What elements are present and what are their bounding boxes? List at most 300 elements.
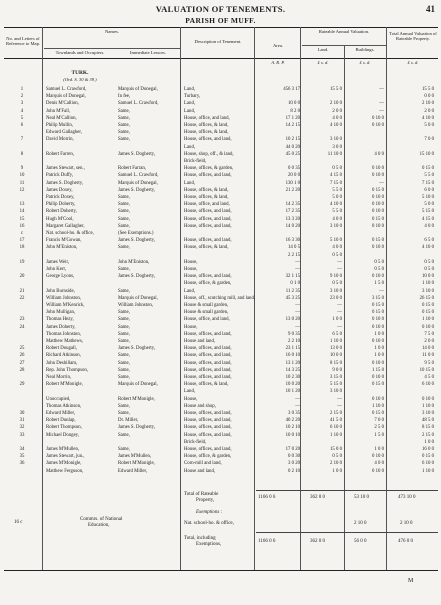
description-cell: House, offices, & garden, — [184, 166, 234, 172]
rateable-sub-rule — [302, 45, 386, 46]
table-row — [4, 244, 438, 251]
buildings-value-cell: 0 10 0 — [372, 339, 384, 344]
ref-cell: 17 — [19, 238, 25, 244]
lessor-cell: Same, — [118, 353, 130, 359]
occupier-cell: Nat. school-ho. & office, — [46, 231, 94, 236]
buildings-value-cell: 1 10 0 — [372, 403, 384, 409]
total-value-cell: 1 10 0 — [422, 403, 434, 409]
land-value-cell: 11 10 0 — [327, 151, 342, 157]
total-value-cell: 0 0 0 — [424, 94, 434, 100]
area-cell: 17 2 35 — [285, 209, 300, 215]
occupier-cell: Robert Thompson, — [46, 425, 82, 431]
description-cell: House, off., scutching mill, and land, — [184, 295, 256, 301]
land-value-cell: 23 0 0 — [330, 295, 342, 301]
occupier-cell: John Kerr, — [46, 267, 67, 272]
occupier-cell: John Mulligan, — [46, 310, 76, 316]
land-value-cell: 0 5 0 — [332, 454, 342, 460]
ref-cell: 13 — [19, 202, 25, 208]
lessor-cell: James M'Mullen, — [118, 454, 152, 460]
total-value-cell: 0 5 0 — [424, 259, 434, 265]
table-row — [4, 439, 438, 446]
land-value-cell: 0 5 0 — [332, 281, 342, 287]
table-row — [4, 172, 438, 179]
buildings-value-cell: 3 15 0 — [372, 295, 384, 301]
table-row — [4, 252, 438, 259]
lessor-cell: Same, — [118, 137, 130, 143]
land-value-cell: 2 10 0 — [330, 461, 342, 467]
area-cell: 21 2 20 — [285, 187, 300, 193]
table-row — [4, 316, 438, 323]
lessor-cell: Robert M'Monigle, — [118, 396, 155, 402]
description-cell: House, offices, and land, — [184, 447, 232, 452]
description-cell: House, — [184, 259, 198, 265]
table-row — [4, 223, 438, 230]
total-value-cell: 10 15 0 — [419, 367, 434, 373]
land-value-cell: — — [337, 303, 342, 308]
occupier-cell: Hugh M'Cool, — [46, 216, 74, 222]
area-cell: 45 0 25 — [285, 151, 300, 157]
ref-cell: 28 — [19, 367, 25, 373]
description-cell: House, offices, & land, — [184, 130, 229, 136]
ref-cell: 8 — [20, 151, 24, 157]
ref-cell: 34 — [19, 447, 25, 452]
col-lessors-header: Immediate Lessors. — [130, 50, 166, 55]
grand-total-land: 362 0 0 — [310, 539, 325, 544]
total-value-cell: 5 15 0 — [422, 209, 434, 215]
ref-cell: 24 — [19, 324, 25, 330]
area-cell: — — [295, 396, 300, 402]
description-cell: House, offices, and land, — [184, 238, 232, 244]
total-value-cell: 14 0 0 — [422, 346, 434, 352]
occupier-cell: Francis M'Gowan, — [46, 238, 82, 244]
land-value-cell: 5 15 0 — [330, 382, 342, 388]
table-row — [4, 309, 438, 316]
lessor-cell: Same, — [118, 130, 130, 136]
total-value-cell: 0 15 0 — [422, 166, 434, 172]
area-cell: 10 0 10 — [285, 432, 300, 438]
total-value-cell: 15 10 0 — [419, 151, 434, 157]
exemption-occupier-2: Education, — [88, 523, 110, 528]
land-value-cell: 2 15 0 — [330, 411, 342, 416]
occupier-cell: Samuel L. Crawford, — [46, 87, 87, 92]
lessor-cell: Marquis of Donegal, — [118, 180, 158, 186]
land-value-cell: 4 10 0 — [330, 123, 342, 128]
description-cell: House, office, and land, — [184, 317, 230, 323]
lessor-cell: James S. Dogherty, — [118, 238, 155, 244]
land-value-cell: 3 15 0 — [330, 375, 342, 380]
occupier-cell: James Stewart, sen., — [46, 166, 85, 172]
exemption-description: Nat. school-ho. & office, — [184, 521, 234, 526]
lessor-cell: Same, — [118, 310, 130, 316]
lessor-cell: Same, — [118, 432, 130, 438]
land-value-cell: 7 15 0 — [330, 180, 342, 186]
area-cell: 32 1 15 — [285, 274, 300, 280]
total-value-cell: 2 0 0 — [424, 339, 434, 344]
land-value-cell: 9 10 0 — [330, 274, 342, 280]
area-cell: 45 3 25 — [285, 295, 300, 301]
ref-cell: 32 — [19, 425, 25, 431]
land-value-cell: 3 10 0 — [330, 137, 342, 143]
buildings-value-cell: — — [379, 108, 384, 114]
occupier-cell: Robert Doherty, — [46, 209, 77, 215]
buildings-value-cell: 0 10 0 — [372, 223, 384, 229]
table-row — [4, 266, 438, 273]
area-cell: 23 1 15 — [285, 346, 300, 352]
ref-cell: 19 — [19, 259, 25, 265]
lessor-cell: Same, — [118, 288, 130, 294]
occupier-cell: James Weir, — [46, 259, 70, 265]
page-number: 41 — [426, 4, 435, 14]
table-row — [4, 100, 438, 107]
description-cell: House, — [184, 324, 198, 330]
buildings-value-cell: 0 10 0 — [372, 209, 384, 215]
lessor-cell: Same, — [118, 267, 130, 272]
col-area-header: Area. — [272, 43, 284, 48]
total-value-cell: 2 0 0 — [424, 108, 434, 114]
area-cell: 10 2 30 — [285, 375, 300, 380]
table-row — [4, 417, 438, 424]
description-cell: Land, — [184, 87, 196, 92]
land-units: £ s. d. — [317, 60, 329, 65]
occupier-cell: James Doxey, — [46, 187, 73, 193]
buildings-value-cell: 0 10 0 — [372, 166, 384, 172]
total-buildings: 53 10 0 — [354, 495, 369, 500]
total-value-cell: 1 0 0 — [424, 439, 434, 445]
total-value-cell: 5 10 0 — [422, 195, 434, 200]
land-value-cell: 0 5 0 — [332, 252, 342, 258]
area-cell: 40 2 20 — [285, 418, 300, 424]
table-row — [4, 273, 438, 280]
description-cell: House, offices, and land, — [184, 353, 232, 359]
area-cell: — — [295, 267, 300, 272]
area-cell: 130 1 0 — [285, 180, 300, 186]
area-cell: 13 3 20 — [285, 216, 300, 222]
table-row — [4, 381, 438, 388]
lessor-cell: Same, — [118, 339, 130, 344]
occupier-cell: Rep. John Thompson, — [46, 367, 89, 373]
description-cell: House, offices, and land, — [184, 418, 232, 424]
total-value-cell: 15 5 0 — [422, 87, 434, 92]
ref-cell: 25 — [19, 346, 25, 352]
buildings-value-cell: 0 10 0 — [372, 454, 384, 460]
occupier-cell: Thomas Atkinson, — [46, 403, 82, 409]
buildings-value-cell: 0 10 0 — [372, 396, 384, 402]
description-cell: House & small garden, — [184, 303, 229, 308]
lessor-cell: James S. Dogherty, — [118, 346, 155, 352]
total-value-cell: 7 5 0 — [424, 331, 434, 337]
table-row — [4, 424, 438, 431]
land-value-cell: — — [337, 324, 342, 330]
table-row — [4, 396, 438, 403]
occupier-cell: Edward Gallagher, — [46, 130, 83, 136]
table-row — [4, 432, 438, 439]
ref-cell: 29 — [19, 382, 25, 388]
ref-cell: 5 — [20, 115, 24, 121]
buildings-value-cell: 1 5 0 — [374, 281, 384, 287]
total-value-cell: 6 5 0 — [424, 238, 434, 244]
ordnance-sheet: (Ord. S. 30 & 39.) — [63, 77, 97, 82]
area-cell: 0 2 10 — [288, 468, 300, 474]
total-value-cell: 1 10 0 — [422, 281, 434, 287]
area-cell: 13 0 20 — [285, 317, 300, 323]
ref-cell: 9 — [20, 166, 24, 172]
description-cell: House, shop, off., & land, — [184, 151, 234, 157]
total-value-cell: 4 10 0 — [422, 115, 434, 121]
description-cell: House, offices, & land, — [184, 187, 229, 193]
land-value-cell: 8 15 0 — [330, 360, 342, 366]
table-row — [4, 403, 438, 410]
lessor-cell: Robert Farran, — [118, 166, 146, 172]
area-cell: 2 2 15 — [288, 252, 300, 258]
area-cell: 17 0 20 — [285, 447, 300, 452]
footer-rule — [4, 570, 438, 571]
occupier-cell: Marquis of Donegal, — [46, 94, 86, 100]
lessor-cell: Edward Miller, — [118, 468, 148, 474]
buildings-value-cell: — — [379, 288, 384, 294]
table-row — [4, 86, 438, 93]
area-cell: 0 1 0 — [290, 281, 300, 287]
occupier-cell: Denis M'Callion, — [46, 101, 79, 107]
land-value-cell: 5 0 0 — [332, 195, 342, 200]
table-row — [4, 259, 438, 266]
table-row — [4, 180, 438, 187]
description-cell: Corn-mill and land, — [184, 461, 222, 467]
occupier-cell: Margaret Gallagher, — [46, 223, 85, 229]
description-cell: House, offices, and land, — [184, 209, 232, 215]
ref-cell: 14 — [19, 209, 25, 215]
land-value-cell: 15 5 0 — [330, 87, 342, 92]
description-cell: Land, — [184, 101, 196, 107]
buildings-value-cell: 0 5 0 — [374, 259, 384, 265]
area-cell: 16 3 30 — [285, 238, 300, 244]
table-row — [4, 460, 438, 467]
lessor-cell: Robert M'Monigle, — [118, 461, 155, 467]
lessor-cell: Same, — [118, 375, 130, 380]
lessor-cell: In fee, — [118, 94, 131, 100]
area-cell: — — [295, 303, 300, 308]
total-value-cell: 0 15 0 — [422, 310, 434, 316]
description-cell: House, offices, and land, — [184, 173, 232, 179]
occupier-cell: Michael Dougey, — [46, 432, 79, 438]
lessor-cell: Same, — [118, 317, 130, 323]
table-row — [4, 208, 438, 215]
area-cell: 0 0 35 — [288, 166, 300, 172]
buildings-value-cell: 0 10 0 — [372, 202, 384, 208]
parish-title: PARISH OF MUFF. — [185, 16, 256, 25]
total-value-cell: 0 15 0 — [422, 454, 434, 460]
total-value-cell: 7 0 0 — [424, 137, 434, 143]
buildings-value-cell: 0 10 0 — [372, 468, 384, 474]
table-row — [4, 352, 438, 359]
area-cell: 0 0 30 — [288, 454, 300, 460]
area-cell: 11 2 35 — [285, 288, 300, 294]
table-row — [4, 93, 438, 100]
area-cell: — — [295, 310, 300, 316]
total-value-cell: 1 10 0 — [422, 468, 434, 474]
description-cell: House, office, & garden, — [184, 454, 232, 460]
buildings-value-cell: 0 10 0 — [372, 195, 384, 200]
total-value-cell: 9 5 0 — [424, 360, 434, 366]
lessor-cell: Same, — [118, 202, 130, 208]
occupier-cell: Richard Atkinson, — [46, 353, 81, 359]
table-row — [4, 115, 438, 122]
signature-mark: M — [408, 578, 414, 584]
occupier-cell: John M'Eniston, — [46, 245, 78, 251]
occupier-cell: Patrick Duffy, — [46, 173, 74, 179]
area-cell: 14 0 20 — [285, 223, 300, 229]
description-cell: House, offices, and land, — [184, 360, 232, 366]
ref-cell: 21 — [19, 288, 25, 294]
lessor-cell: William Johnston, — [118, 303, 153, 308]
ref-cell: c — [20, 231, 24, 236]
area-units: A. R. P. — [271, 60, 285, 65]
lessor-cell: Samuel L. Crawford, — [118, 101, 159, 107]
buildings-value-cell: 1 0 0 — [374, 346, 384, 352]
occupier-cell: Matthew Mathews, — [46, 339, 84, 344]
ref-cell: 15 — [19, 216, 25, 222]
area-cell: — — [295, 324, 300, 330]
buildings-value-cell: 0 10 0 — [372, 317, 384, 323]
description-cell: House, — [184, 396, 198, 402]
table-row — [4, 280, 438, 287]
ref-cell: 2 — [20, 94, 24, 100]
table-row — [4, 144, 438, 151]
description-cell: House, offices, and land, — [184, 274, 232, 280]
description-cell: Brick-field, — [184, 439, 207, 445]
total-rateable-label-2: Property, — [196, 498, 215, 503]
ref-cell: 23 — [19, 317, 25, 323]
occupier-cell: James M'Mullen, — [46, 447, 80, 452]
area-cell: — — [295, 403, 300, 409]
area-cell: 10 0 20 — [285, 382, 300, 388]
occupier-cell: Robert Dougall, — [46, 346, 77, 352]
lessor-cell: Same, — [118, 123, 130, 128]
area-cell: 10 1 20 — [285, 389, 300, 395]
lessor-cell: Same, — [118, 367, 130, 373]
table-row — [4, 288, 438, 295]
lessor-cell: Marquis of Donegal, — [118, 295, 158, 301]
description-cell: Turbary, — [184, 94, 201, 100]
page-title: VALUATION OF TENEMENTS. — [155, 4, 286, 14]
description-cell: Land, — [184, 180, 196, 186]
total-value-cell: 6 10 0 — [422, 382, 434, 388]
land-value-cell: 13 0 0 — [330, 346, 342, 352]
table-row — [4, 237, 438, 244]
occupier-cell: Robert Farren, — [46, 151, 74, 157]
description-cell: House, offices, and land, — [184, 367, 232, 373]
grand-total-valuation: 476 0 0 — [398, 539, 413, 544]
description-cell: House, offices, and land, — [184, 137, 232, 143]
ref-cell: 33 — [19, 432, 25, 438]
buildings-value-cell: — — [379, 180, 384, 186]
area-cell: 16 0 10 — [285, 353, 300, 359]
grand-total-label: Total, including — [184, 536, 216, 541]
total-value-cell: 0 15 0 — [422, 303, 434, 308]
land-value-cell: 4 10 0 — [330, 202, 342, 208]
area-cell: 9 0 35 — [288, 331, 300, 337]
land-value-cell: 9 0 0 — [332, 367, 342, 373]
buildings-value-cell: 1 0 0 — [374, 331, 384, 337]
ref-cell: 18 — [19, 245, 25, 251]
occupier-cell: Edward Miller, — [46, 411, 76, 416]
total-rateable-label: Total of Rateable — [184, 492, 219, 497]
description-cell: House, offices, and land, — [184, 425, 232, 431]
occupier-cell: Robert M'Monigle, — [46, 382, 83, 388]
table-row — [4, 468, 438, 475]
occupier-cell: Philip Mullin, — [46, 123, 73, 128]
ref-cell: 30 — [19, 411, 25, 416]
buildings-value-cell: 0 15 0 — [372, 411, 384, 416]
total-value-cell: 48 5 0 — [422, 418, 434, 424]
area-cell: 14 0 5 — [288, 245, 300, 251]
table-row — [4, 201, 438, 208]
total-value-cell: 3 10 0 — [422, 411, 434, 416]
buildings-value-cell: 0 15 0 — [372, 238, 384, 244]
buildings-value-cell: 0 10 0 — [372, 375, 384, 380]
description-cell: House, offices, & land, — [184, 382, 229, 388]
lessor-cell: Same, — [118, 403, 130, 409]
lessor-cell: Same, — [118, 447, 130, 452]
buildings-value-cell: 0 10 0 — [372, 324, 384, 330]
buildings-value-cell: 1 5 0 — [374, 432, 384, 438]
buildings-units: £ s. d. — [359, 60, 371, 65]
total-value-cell: 2 15 0 — [422, 432, 434, 438]
description-cell: House, offices, and land, — [184, 216, 232, 222]
description-cell: House, offices, and land, — [184, 346, 232, 352]
land-value-cell: 3 0 0 — [332, 144, 342, 150]
exemptions-label: Exemptions : — [196, 510, 223, 515]
description-cell: House and shop, — [184, 403, 216, 409]
description-cell: House, offices, & land, — [184, 123, 229, 128]
land-value-cell: 6 5 0 — [332, 331, 342, 337]
total-value-cell: 3 10 0 — [422, 288, 434, 294]
ref-cell: 20 — [19, 274, 25, 280]
total-value-cell: 4 15 0 — [422, 216, 434, 222]
header-top-rule — [4, 27, 438, 28]
buildings-value-cell: 0 10 0 — [372, 245, 384, 251]
occupier-cell: Philip Doherty, — [46, 202, 76, 208]
description-cell: House, offices, and land, — [184, 331, 232, 337]
table-row — [4, 136, 438, 143]
area-cell: 14 3 25 — [285, 367, 300, 373]
table-row — [4, 230, 438, 237]
total-value-cell: 26 15 0 — [419, 295, 434, 301]
land-value-cell: 6 10 0 — [330, 425, 342, 431]
ref-cell: 16 — [19, 223, 25, 229]
area-cell: 3 0 20 — [288, 461, 300, 467]
lessor-cell: Marquis of Donegal, — [118, 382, 158, 388]
buildings-value-cell: 0 10 0 — [372, 173, 384, 179]
table-row — [4, 324, 438, 331]
exemption-occupier: Commrs. of National — [80, 517, 123, 522]
land-value-cell: 3 10 0 — [330, 223, 342, 229]
col-description-header: Description of Tenement. — [194, 39, 242, 44]
names-sub-rule — [44, 48, 180, 49]
table-row — [4, 345, 438, 352]
col-ref-header: No. and Letters of Reference to Map. — [5, 36, 41, 47]
table-row — [4, 158, 438, 165]
area-cell: 10 2 15 — [285, 137, 300, 143]
ref-cell: 27 — [19, 360, 25, 366]
lessor-cell: Same, — [118, 245, 130, 251]
occupier-cell: James Doherty, — [46, 324, 76, 330]
description-cell: House, — [184, 267, 198, 272]
buildings-value-cell: 0 10 0 — [372, 115, 384, 121]
totals-rule-1 — [256, 490, 438, 491]
total-value-cell: 5 0 0 — [424, 123, 434, 128]
occupier-cell: George Lyons, — [46, 274, 75, 280]
header-bottom-rule — [4, 58, 438, 59]
